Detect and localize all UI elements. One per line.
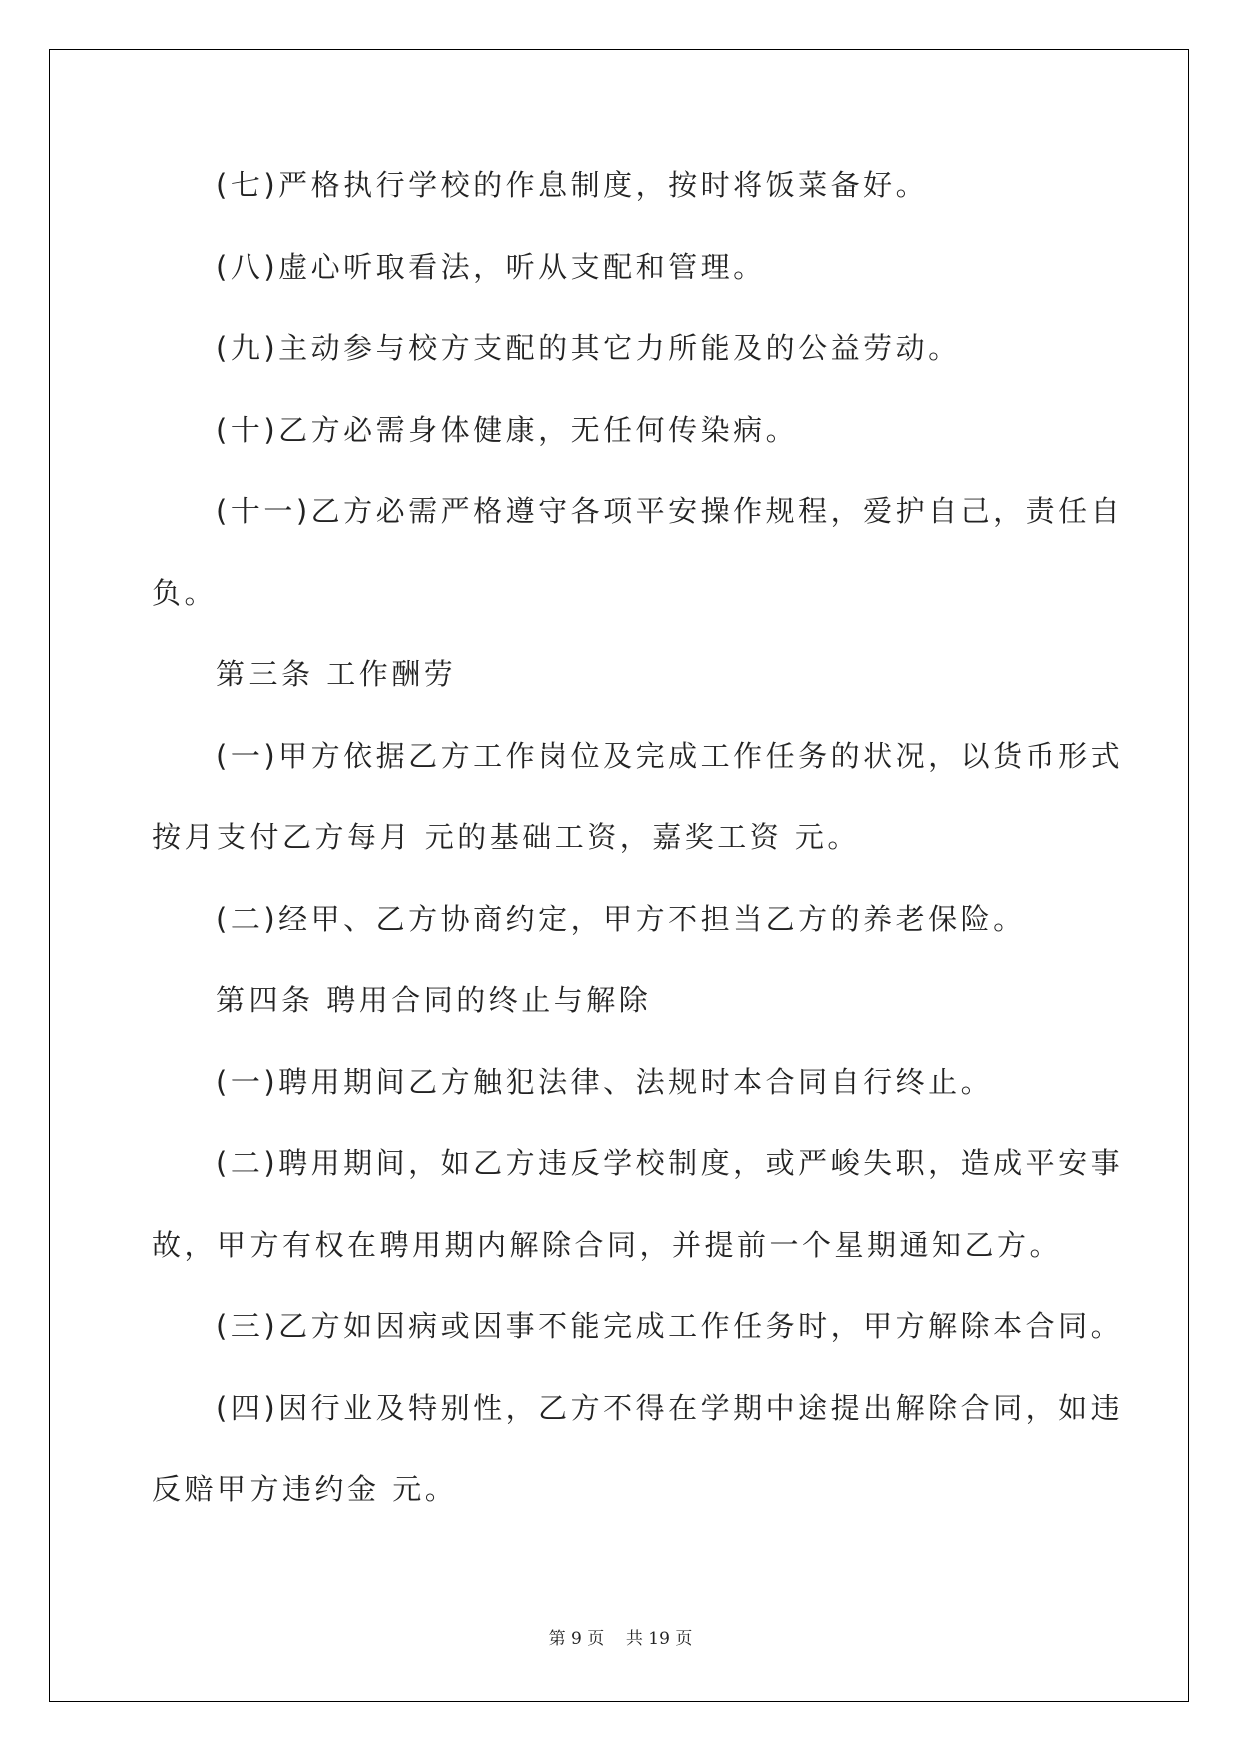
- article-4-clause-2-continued: 故，甲方有权在聘用期内解除合同，并提前一个星期通知乙方。: [152, 1227, 1063, 1262]
- article-3-heading: 第三条 工作酬劳: [216, 657, 457, 691]
- clause-9: (九)主动参与校方支配的其它力所能及的公益劳动。: [216, 331, 961, 365]
- article-4-clause-1: (一)聘用期间乙方触犯法律、法规时本合同自行终止。: [216, 1064, 994, 1099]
- clause-11: (十一)乙方必需严格遵守各项平安操作规程，爱护自己，责任自: [216, 494, 1124, 528]
- page-number: 第 9 页 共 19 页: [548, 1629, 693, 1649]
- article-3-clause-1: (一)甲方依据乙方工作岗位及完成工作任务的状况，以货币形式: [216, 738, 1124, 773]
- article-4-clause-3: (三)乙方如因病或因事不能完成工作任务时，甲方解除本合同。: [216, 1309, 1124, 1343]
- article-4-clause-4-continued: 反赔甲方违约金 元。: [152, 1472, 458, 1506]
- clause-10: (十)乙方必需身体健康，无任何传染病。: [216, 412, 799, 447]
- document-body: [152, 165, 1124, 1551]
- article-3-clause-1-continued: 按月支付乙方每月 元的基础工资，嘉奖工资 元。: [152, 820, 860, 854]
- clause-8: (八)虚心听取看法，听从支配和管理。: [216, 249, 766, 284]
- clause-11-continued: 负。: [152, 575, 218, 610]
- article-3-clause-2: (二)经甲、乙方协商约定，甲方不担当乙方的养老保险。: [216, 901, 1026, 936]
- article-4-clause-2: (二)聘用期间，如乙方违反学校制度，或严峻失职，造成平安事: [216, 1146, 1124, 1180]
- article-4-clause-4: (四)因行业及特别性，乙方不得在学期中途提出解除合同，如违: [216, 1390, 1124, 1425]
- article-4-heading: 第四条 聘用合同的终止与解除: [216, 983, 652, 1017]
- clause-7: (七)严格执行学校的作息制度，按时将饭菜备好。: [216, 168, 929, 202]
